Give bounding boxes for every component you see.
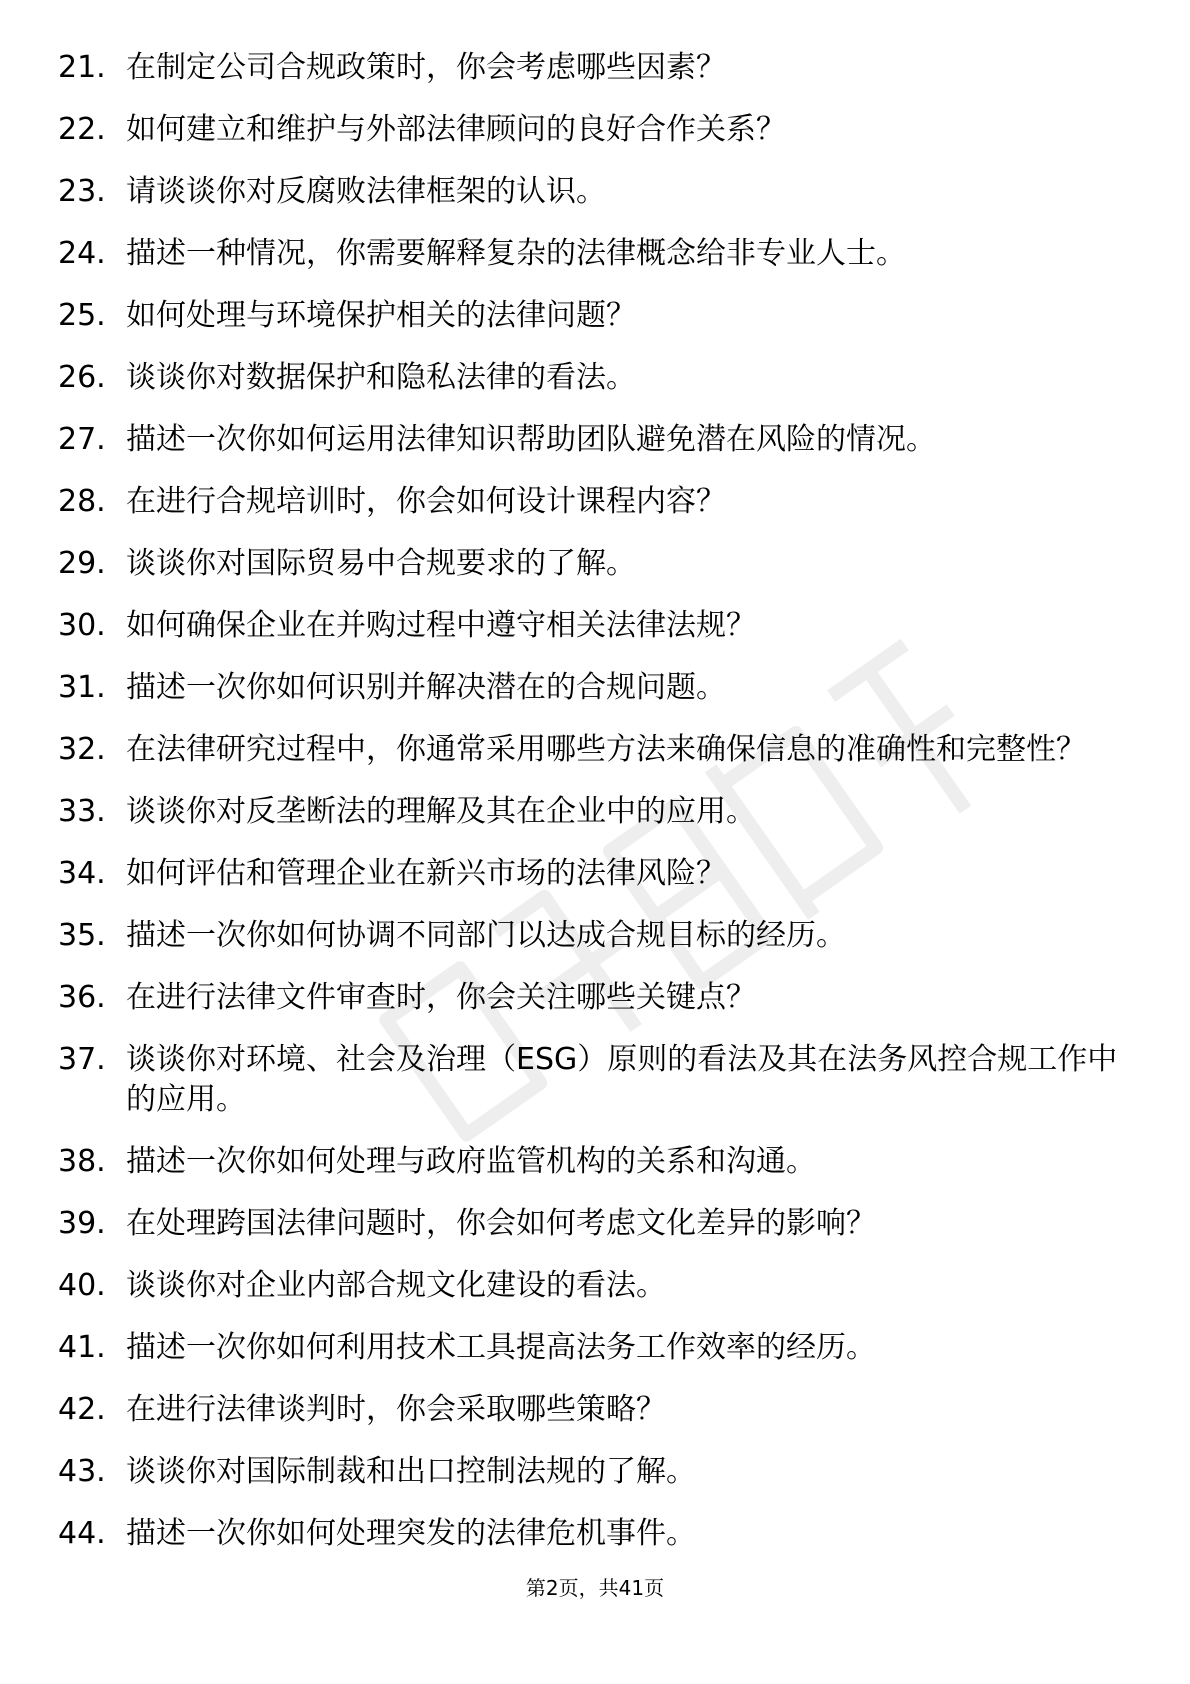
- question-number: 40.: [58, 1268, 106, 1303]
- question-item: [58, 1142, 1118, 1182]
- question-number: 37.: [58, 1042, 106, 1077]
- question-number: 24.: [58, 236, 106, 271]
- question-text: 在进行合规培训时，你会如何设计课程内容？: [126, 484, 726, 519]
- question-item: [58, 606, 1118, 646]
- question-text: 描述一次你如何运用法律知识帮助团队避免潜在风险的情况。: [126, 422, 936, 457]
- question-number: 31.: [58, 670, 106, 705]
- question-number: 26.: [58, 360, 106, 395]
- question-item: [58, 916, 1118, 956]
- question-text: 如何建立和维护与外部法律顾问的良好合作关系？: [126, 112, 786, 147]
- question-number: 41.: [58, 1330, 106, 1365]
- question-item: [58, 854, 1118, 894]
- question-number: 33.: [58, 794, 106, 829]
- question-text: 描述一次你如何处理突发的法律危机事件。: [126, 1516, 696, 1551]
- question-item: [58, 482, 1118, 522]
- question-item: [58, 358, 1118, 398]
- question-text: 谈谈你对企业内部合规文化建设的看法。: [126, 1268, 666, 1303]
- question-number: 34.: [58, 856, 106, 891]
- question-text: 在处理跨国法律问题时，你会如何考虑文化差异的影响？: [126, 1206, 876, 1241]
- question-number: 30.: [58, 608, 106, 643]
- question-item: [58, 1040, 1118, 1120]
- question-text: 描述一种情况，你需要解释复杂的法律概念给非专业人士。: [126, 236, 906, 271]
- question-text: 在进行法律文件审查时，你会关注哪些关键点？: [126, 980, 756, 1015]
- question-item: [58, 1514, 1118, 1554]
- question-number: 32.: [58, 732, 106, 767]
- question-number: 22.: [58, 112, 106, 147]
- question-item: [58, 110, 1118, 150]
- page-number: 第2页，共41页: [525, 1576, 665, 1600]
- question-text: 谈谈你对环境、社会及治理（ESG）原则的看法及其在法务风控合规工作中的应用。: [126, 1042, 1118, 1117]
- question-number: 23.: [58, 174, 106, 209]
- question-item: [58, 1204, 1118, 1244]
- question-item: [58, 792, 1118, 832]
- question-number: 38.: [58, 1144, 106, 1179]
- question-list: [58, 48, 1118, 1576]
- question-item: [58, 296, 1118, 336]
- question-item: [58, 978, 1118, 1018]
- question-item: [58, 172, 1118, 212]
- question-item: [58, 48, 1118, 88]
- question-number: 21.: [58, 50, 106, 85]
- question-text: 描述一次你如何协调不同部门以达成合规目标的经历。: [126, 918, 846, 953]
- question-text: 请谈谈你对反腐败法律框架的认识。: [126, 174, 606, 209]
- question-item: [58, 234, 1118, 274]
- question-number: 39.: [58, 1206, 106, 1241]
- question-item: [58, 1266, 1118, 1306]
- question-item: [58, 730, 1118, 770]
- question-number: 29.: [58, 546, 106, 581]
- question-text: 在法律研究过程中，你通常采用哪些方法来确保信息的准确性和完整性？: [126, 732, 1086, 767]
- question-item: [58, 1390, 1118, 1430]
- question-number: 35.: [58, 918, 106, 953]
- question-item: [58, 668, 1118, 708]
- question-text: 谈谈你对国际贸易中合规要求的了解。: [126, 546, 636, 581]
- question-item: [58, 420, 1118, 460]
- question-item: [58, 1328, 1118, 1368]
- question-text: 在进行法律谈判时，你会采取哪些策略？: [126, 1392, 666, 1427]
- question-text: 谈谈你对国际制裁和出口控制法规的了解。: [126, 1454, 696, 1489]
- question-number: 28.: [58, 484, 106, 519]
- question-text: 如何评估和管理企业在新兴市场的法律风险？: [126, 856, 726, 891]
- question-text: 描述一次你如何处理与政府监管机构的关系和沟通。: [126, 1144, 816, 1179]
- question-text: 描述一次你如何利用技术工具提高法务工作效率的经历。: [126, 1330, 876, 1365]
- question-number: 43.: [58, 1454, 106, 1489]
- question-number: 44.: [58, 1516, 106, 1551]
- question-number: 42.: [58, 1392, 106, 1427]
- question-item: [58, 1452, 1118, 1492]
- question-text: 在制定公司合规政策时，你会考虑哪些因素？: [126, 50, 726, 85]
- question-number: 36.: [58, 980, 106, 1015]
- question-item: [58, 544, 1118, 584]
- question-number: 25.: [58, 298, 106, 333]
- question-text: 谈谈你对数据保护和隐私法律的看法。: [126, 360, 636, 395]
- question-text: 描述一次你如何识别并解决潜在的合规问题。: [126, 670, 726, 705]
- question-text: 如何处理与环境保护相关的法律问题？: [126, 298, 636, 333]
- question-text: 谈谈你对反垄断法的理解及其在企业中的应用。: [126, 794, 756, 829]
- question-text: 如何确保企业在并购过程中遵守相关法律法规？: [126, 608, 756, 643]
- question-number: 27.: [58, 422, 106, 457]
